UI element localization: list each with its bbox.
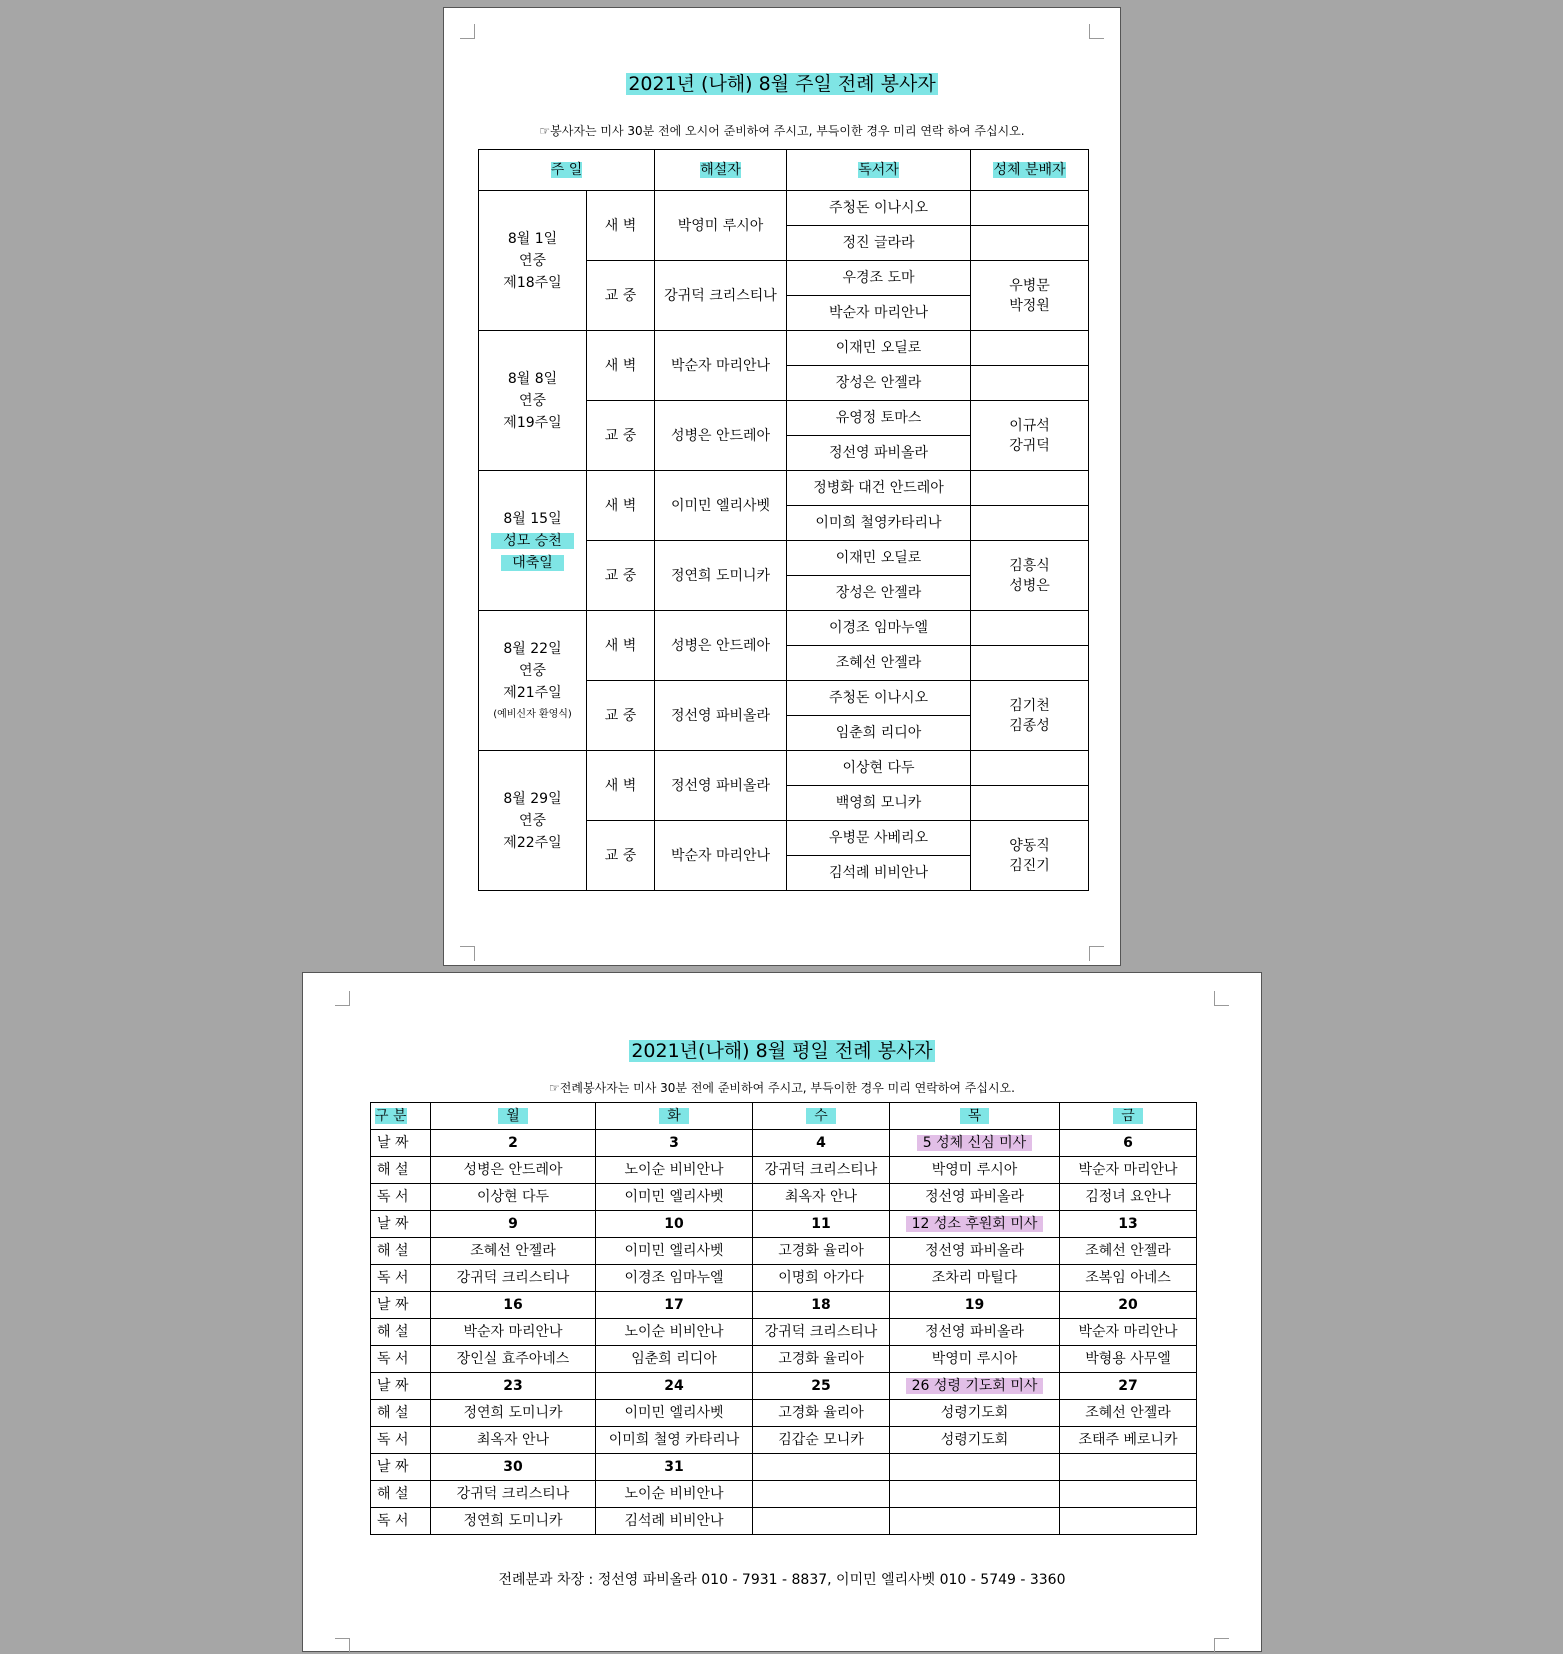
header-eucharist: 성체 분배자 <box>971 150 1089 191</box>
weekday-commentator-cell <box>753 1481 890 1508</box>
sunday-date: 8월 22일 <box>503 640 562 657</box>
eucharist-minister-cell <box>971 541 1089 611</box>
weekday-commentator-cell: 강귀덕 크리스티나 <box>753 1157 890 1184</box>
header-fri: 금 <box>1060 1103 1197 1130</box>
weekday-reader-cell: 이명희 아가다 <box>753 1265 890 1292</box>
school-reader: 우병문 사베리오 <box>787 821 971 856</box>
crop-mark <box>460 24 475 39</box>
sunday-event-note: (예비신자 환영식) <box>493 708 572 720</box>
contact-footer: 전례분과 차장 : 정선영 파비올라 010 - 7931 - 8837, 이미민 엘리사벳 010 - 5749 - 3360 <box>498 1572 1066 1588</box>
weekday-commentator-row <box>371 1481 1197 1508</box>
row-label: 해 설 <box>371 1319 431 1346</box>
row-label: 날 짜 <box>371 1292 431 1319</box>
sunday-title: 2021년 (나해) 8월 주일 전례 봉사자 <box>628 73 936 95</box>
weekday-commentator-cell <box>890 1481 1060 1508</box>
sunday-feast-line: 성모 승천 <box>491 533 574 549</box>
weekday-date-cell <box>890 1130 1060 1157</box>
crop-mark <box>1089 946 1104 961</box>
weekday-date-cell <box>1060 1454 1197 1481</box>
weekday-reader-cell: 성령기도회 <box>890 1427 1060 1454</box>
weekday-commentator-cell: 조혜선 안젤라 <box>431 1238 596 1265</box>
dawn-reader: 장성은 안젤라 <box>787 366 971 401</box>
row-label: 날 짜 <box>371 1454 431 1481</box>
sunday-note: ☞봉사자는 미사 30분 전에 오시어 준비하여 주시고, 부득이한 경우 미리 연락 하여 주십시오. <box>539 124 1025 138</box>
sunday-row <box>479 331 1089 366</box>
sunday-feast-line: 연중 <box>518 812 547 829</box>
eucharist-minister: 김흥식 <box>1009 557 1050 574</box>
weekday-commentator-cell: 노이순 비비안나 <box>596 1157 753 1184</box>
weekday-date-cell: 23 <box>431 1373 596 1400</box>
row-label: 날 짜 <box>371 1211 431 1238</box>
sunday-feast-line: 제21주일 <box>503 684 562 701</box>
school-reader: 임춘희 리디아 <box>787 716 971 751</box>
header-day: 주 일 <box>479 150 655 191</box>
weekday-reader-cell: 최옥자 안나 <box>753 1184 890 1211</box>
weekday-reader-cell: 고경화 율리아 <box>753 1346 890 1373</box>
eucharist-minister: 김기천 <box>1009 697 1050 714</box>
sunday-date-cell <box>479 751 587 891</box>
weekday-date-cell: 10 <box>596 1211 753 1238</box>
eucharist-minister: 김종성 <box>1009 717 1050 734</box>
header-reader: 독서자 <box>787 150 971 191</box>
weekday-date-cell: 31 <box>596 1454 753 1481</box>
sunday-date-cell <box>479 611 587 751</box>
weekday-reader-cell: 김석례 비비안나 <box>596 1508 753 1535</box>
weekday-date-row <box>371 1292 1197 1319</box>
row-label: 날 짜 <box>371 1373 431 1400</box>
weekday-date-cell: 9 <box>431 1211 596 1238</box>
school-reader: 유영정 토마스 <box>787 401 971 436</box>
sunday-table <box>478 149 1089 891</box>
weekday-reader-cell: 정연희 도미니카 <box>431 1508 596 1535</box>
weekday-commentator-row <box>371 1400 1197 1427</box>
weekday-date-cell: 24 <box>596 1373 753 1400</box>
header-mon: 월 <box>431 1103 596 1130</box>
sunday-date-cell <box>479 471 587 611</box>
weekday-date-cell: 25 <box>753 1373 890 1400</box>
school-commentator: 박순자 마리안나 <box>655 821 787 891</box>
sunday-date-cell <box>479 191 587 331</box>
mass-dawn-label: 새 벽 <box>587 751 655 821</box>
weekday-reader-cell <box>753 1508 890 1535</box>
weekday-date-cell <box>753 1454 890 1481</box>
weekday-commentator-cell: 박영미 루시아 <box>890 1157 1060 1184</box>
weekday-commentator-cell: 고경화 율리아 <box>753 1238 890 1265</box>
sunday-date-cell <box>479 331 587 471</box>
weekday-date-cell: 17 <box>596 1292 753 1319</box>
school-reader: 정선영 파비올라 <box>787 436 971 471</box>
weekday-date-cell: 16 <box>431 1292 596 1319</box>
weekday-reader-cell: 강귀덕 크리스티나 <box>431 1265 596 1292</box>
school-reader: 이재민 오딜로 <box>787 541 971 576</box>
row-label: 독 서 <box>371 1346 431 1373</box>
dawn-eucharist-empty <box>971 786 1089 821</box>
weekday-date-cell <box>890 1454 1060 1481</box>
weekday-reader-row <box>371 1265 1197 1292</box>
weekday-commentator-cell: 이미민 엘리사벳 <box>596 1400 753 1427</box>
dawn-reader: 이경조 임마누엘 <box>787 611 971 646</box>
sunday-row <box>479 191 1089 226</box>
row-label: 해 설 <box>371 1400 431 1427</box>
sunday-feast-line: 제19주일 <box>503 414 562 431</box>
school-commentator: 정선영 파비올라 <box>655 681 787 751</box>
weekday-date-cell <box>890 1211 1060 1238</box>
weekday-reader-cell: 박형용 사무엘 <box>1060 1346 1197 1373</box>
weekday-page <box>302 972 1262 1652</box>
weekday-commentator-cell: 조혜선 안젤라 <box>1060 1238 1197 1265</box>
weekday-date-cell: 20 <box>1060 1292 1197 1319</box>
sunday-date: 8월 15일 <box>503 510 562 527</box>
weekday-reader-cell: 정선영 파비올라 <box>890 1184 1060 1211</box>
crop-mark <box>335 991 350 1006</box>
weekday-commentator-cell: 정연희 도미니카 <box>431 1400 596 1427</box>
weekday-date-cell: 30 <box>431 1454 596 1481</box>
eucharist-minister-cell <box>971 821 1089 891</box>
weekday-reader-cell: 조차리 마틸다 <box>890 1265 1060 1292</box>
mass-dawn-label: 새 벽 <box>587 191 655 261</box>
row-label: 날 짜 <box>371 1130 431 1157</box>
weekday-reader-cell <box>1060 1508 1197 1535</box>
weekday-reader-cell: 이상현 다두 <box>431 1184 596 1211</box>
header-thu: 목 <box>890 1103 1060 1130</box>
weekday-commentator-cell: 노이순 비비안나 <box>596 1319 753 1346</box>
weekday-date-cell: 2 <box>431 1130 596 1157</box>
weekday-commentator-cell: 박순자 마리안나 <box>431 1319 596 1346</box>
sunday-row <box>479 751 1089 786</box>
weekday-commentator-cell: 노이순 비비안나 <box>596 1481 753 1508</box>
weekday-date-cell: 4 <box>753 1130 890 1157</box>
row-label: 독 서 <box>371 1184 431 1211</box>
weekday-date-cell: 3 <box>596 1130 753 1157</box>
eucharist-minister: 박정원 <box>1009 297 1050 314</box>
dawn-reader: 주청돈 이나시오 <box>787 191 971 226</box>
weekday-commentator-row <box>371 1319 1197 1346</box>
weekday-commentator-cell: 강귀덕 크리스티나 <box>753 1319 890 1346</box>
weekday-commentator-row <box>371 1157 1197 1184</box>
crop-mark <box>1214 991 1229 1006</box>
dawn-reader: 이상현 다두 <box>787 751 971 786</box>
header-commentator: 해설자 <box>655 150 787 191</box>
weekday-reader-cell: 김정녀 요안나 <box>1060 1184 1197 1211</box>
dawn-eucharist-empty <box>971 646 1089 681</box>
weekday-date-cell: 11 <box>753 1211 890 1238</box>
sunday-feast-line: 제18주일 <box>503 274 562 291</box>
eucharist-minister: 김진기 <box>1009 857 1050 874</box>
special-mass-label: 12 성소 후원회 미사 <box>906 1216 1044 1232</box>
mass-dawn-label: 새 벽 <box>587 331 655 401</box>
weekday-reader-cell: 이미희 철영 카타리나 <box>596 1427 753 1454</box>
sunday-feast-line: 연중 <box>518 662 547 679</box>
dawn-eucharist-empty <box>971 331 1089 366</box>
dawn-reader: 백영희 모니카 <box>787 786 971 821</box>
weekday-date-cell: 6 <box>1060 1130 1197 1157</box>
eucharist-minister-cell <box>971 401 1089 471</box>
crop-mark <box>335 1638 350 1653</box>
weekday-reader-cell: 조태주 베로니카 <box>1060 1427 1197 1454</box>
weekday-title: 2021년(나해) 8월 평일 전례 봉사자 <box>631 1040 933 1062</box>
school-commentator: 성병은 안드레아 <box>655 401 787 471</box>
dawn-eucharist-empty <box>971 506 1089 541</box>
weekday-commentator-cell: 정선영 파비올라 <box>890 1319 1060 1346</box>
weekday-commentator-cell: 성병은 안드레아 <box>431 1157 596 1184</box>
dawn-commentator: 박순자 마리안나 <box>655 331 787 401</box>
weekday-reader-cell: 장인실 효주아네스 <box>431 1346 596 1373</box>
eucharist-minister: 강귀덕 <box>1009 437 1050 454</box>
dawn-eucharist-empty <box>971 751 1089 786</box>
weekday-date-row <box>371 1454 1197 1481</box>
weekday-date-cell: 13 <box>1060 1211 1197 1238</box>
weekday-date-cell: 18 <box>753 1292 890 1319</box>
school-commentator: 정연희 도미니카 <box>655 541 787 611</box>
dawn-eucharist-empty <box>971 366 1089 401</box>
weekday-commentator-cell: 이미민 엘리사벳 <box>596 1238 753 1265</box>
dawn-reader: 조혜선 안젤라 <box>787 646 971 681</box>
school-reader: 장성은 안젤라 <box>787 576 971 611</box>
weekday-commentator-cell: 고경화 율리아 <box>753 1400 890 1427</box>
dawn-eucharist-empty <box>971 191 1089 226</box>
sunday-row <box>479 471 1089 506</box>
dawn-commentator: 박영미 루시아 <box>655 191 787 261</box>
dawn-eucharist-empty <box>971 471 1089 506</box>
mass-dawn-label: 새 벽 <box>587 611 655 681</box>
weekday-commentator-row <box>371 1238 1197 1265</box>
crop-mark <box>1214 1638 1229 1653</box>
school-reader: 주청돈 이나시오 <box>787 681 971 716</box>
dawn-commentator: 성병은 안드레아 <box>655 611 787 681</box>
weekday-reader-cell: 임춘희 리디아 <box>596 1346 753 1373</box>
mass-school-label: 교 중 <box>587 541 655 611</box>
weekday-date-row <box>371 1130 1197 1157</box>
weekday-reader-cell: 이경조 임마누엘 <box>596 1265 753 1292</box>
dawn-reader: 정진 글라라 <box>787 226 971 261</box>
weekday-commentator-cell: 강귀덕 크리스티나 <box>431 1481 596 1508</box>
sunday-row <box>479 611 1089 646</box>
eucharist-minister: 이규석 <box>1009 417 1050 434</box>
sunday-feast-line: 대축일 <box>501 555 564 571</box>
sunday-feast-line: 연중 <box>518 252 547 269</box>
weekday-reader-cell: 조복임 아네스 <box>1060 1265 1197 1292</box>
school-reader: 김석례 비비안나 <box>787 856 971 891</box>
dawn-reader: 정병화 대건 안드레아 <box>787 471 971 506</box>
special-mass-label: 26 성령 기도회 미사 <box>906 1378 1044 1394</box>
sunday-date: 8월 1일 <box>507 230 558 247</box>
weekday-commentator-cell: 박순자 마리안나 <box>1060 1157 1197 1184</box>
row-label: 독 서 <box>371 1508 431 1535</box>
crop-mark <box>1089 24 1104 39</box>
school-reader: 우경조 도마 <box>787 261 971 296</box>
weekday-commentator-cell: 성령기도회 <box>890 1400 1060 1427</box>
weekday-date-row <box>371 1211 1197 1238</box>
weekday-reader-cell: 이미민 엘리사벳 <box>596 1184 753 1211</box>
weekday-date-row <box>371 1373 1197 1400</box>
mass-school-label: 교 중 <box>587 681 655 751</box>
weekday-date-cell: 27 <box>1060 1373 1197 1400</box>
weekday-table <box>370 1102 1197 1535</box>
weekday-commentator-cell: 박순자 마리안나 <box>1060 1319 1197 1346</box>
dawn-reader: 이재민 오딜로 <box>787 331 971 366</box>
eucharist-minister: 양동직 <box>1009 837 1050 854</box>
weekday-commentator-cell <box>1060 1481 1197 1508</box>
row-label: 독 서 <box>371 1427 431 1454</box>
sunday-page <box>443 7 1121 966</box>
weekday-reader-row <box>371 1184 1197 1211</box>
school-commentator: 강귀덕 크리스티나 <box>655 261 787 331</box>
row-label: 해 설 <box>371 1157 431 1184</box>
weekday-reader-cell: 김갑순 모니카 <box>753 1427 890 1454</box>
weekday-reader-row <box>371 1427 1197 1454</box>
row-label: 해 설 <box>371 1238 431 1265</box>
dawn-eucharist-empty <box>971 611 1089 646</box>
eucharist-minister-cell <box>971 261 1089 331</box>
weekday-reader-cell: 박영미 루시아 <box>890 1346 1060 1373</box>
sunday-feast-line: 연중 <box>518 392 547 409</box>
weekday-reader-cell <box>890 1508 1060 1535</box>
weekday-reader-row <box>371 1508 1197 1535</box>
mass-school-label: 교 중 <box>587 401 655 471</box>
dawn-commentator: 이미민 엘리사벳 <box>655 471 787 541</box>
header-wed: 수 <box>753 1103 890 1130</box>
special-mass-label: 5 성체 신심 미사 <box>917 1135 1032 1151</box>
dawn-reader: 이미희 철영카타리나 <box>787 506 971 541</box>
weekday-reader-row <box>371 1346 1197 1373</box>
dawn-commentator: 정선영 파비올라 <box>655 751 787 821</box>
header-category: 구 분 <box>371 1103 431 1130</box>
crop-mark <box>460 946 475 961</box>
weekday-note: ☞전례봉사자는 미사 30분 전에 준비하여 주시고, 부득이한 경우 미리 연락하여 주십시오. <box>549 1081 1015 1095</box>
school-reader: 박순자 마리안나 <box>787 296 971 331</box>
weekday-date-cell: 19 <box>890 1292 1060 1319</box>
weekday-commentator-cell: 조혜선 안젤라 <box>1060 1400 1197 1427</box>
eucharist-minister: 우병문 <box>1009 277 1050 294</box>
mass-school-label: 교 중 <box>587 821 655 891</box>
weekday-commentator-cell: 정선영 파비올라 <box>890 1238 1060 1265</box>
header-tue: 화 <box>596 1103 753 1130</box>
weekday-reader-cell: 최옥자 안나 <box>431 1427 596 1454</box>
sunday-date: 8월 8일 <box>507 370 558 387</box>
eucharist-minister-cell <box>971 681 1089 751</box>
mass-school-label: 교 중 <box>587 261 655 331</box>
row-label: 독 서 <box>371 1265 431 1292</box>
weekday-date-cell <box>890 1373 1060 1400</box>
sunday-feast-line: 제22주일 <box>503 834 562 851</box>
dawn-eucharist-empty <box>971 226 1089 261</box>
sunday-date: 8월 29일 <box>503 790 562 807</box>
mass-dawn-label: 새 벽 <box>587 471 655 541</box>
row-label: 해 설 <box>371 1481 431 1508</box>
eucharist-minister: 성병은 <box>1009 577 1050 594</box>
